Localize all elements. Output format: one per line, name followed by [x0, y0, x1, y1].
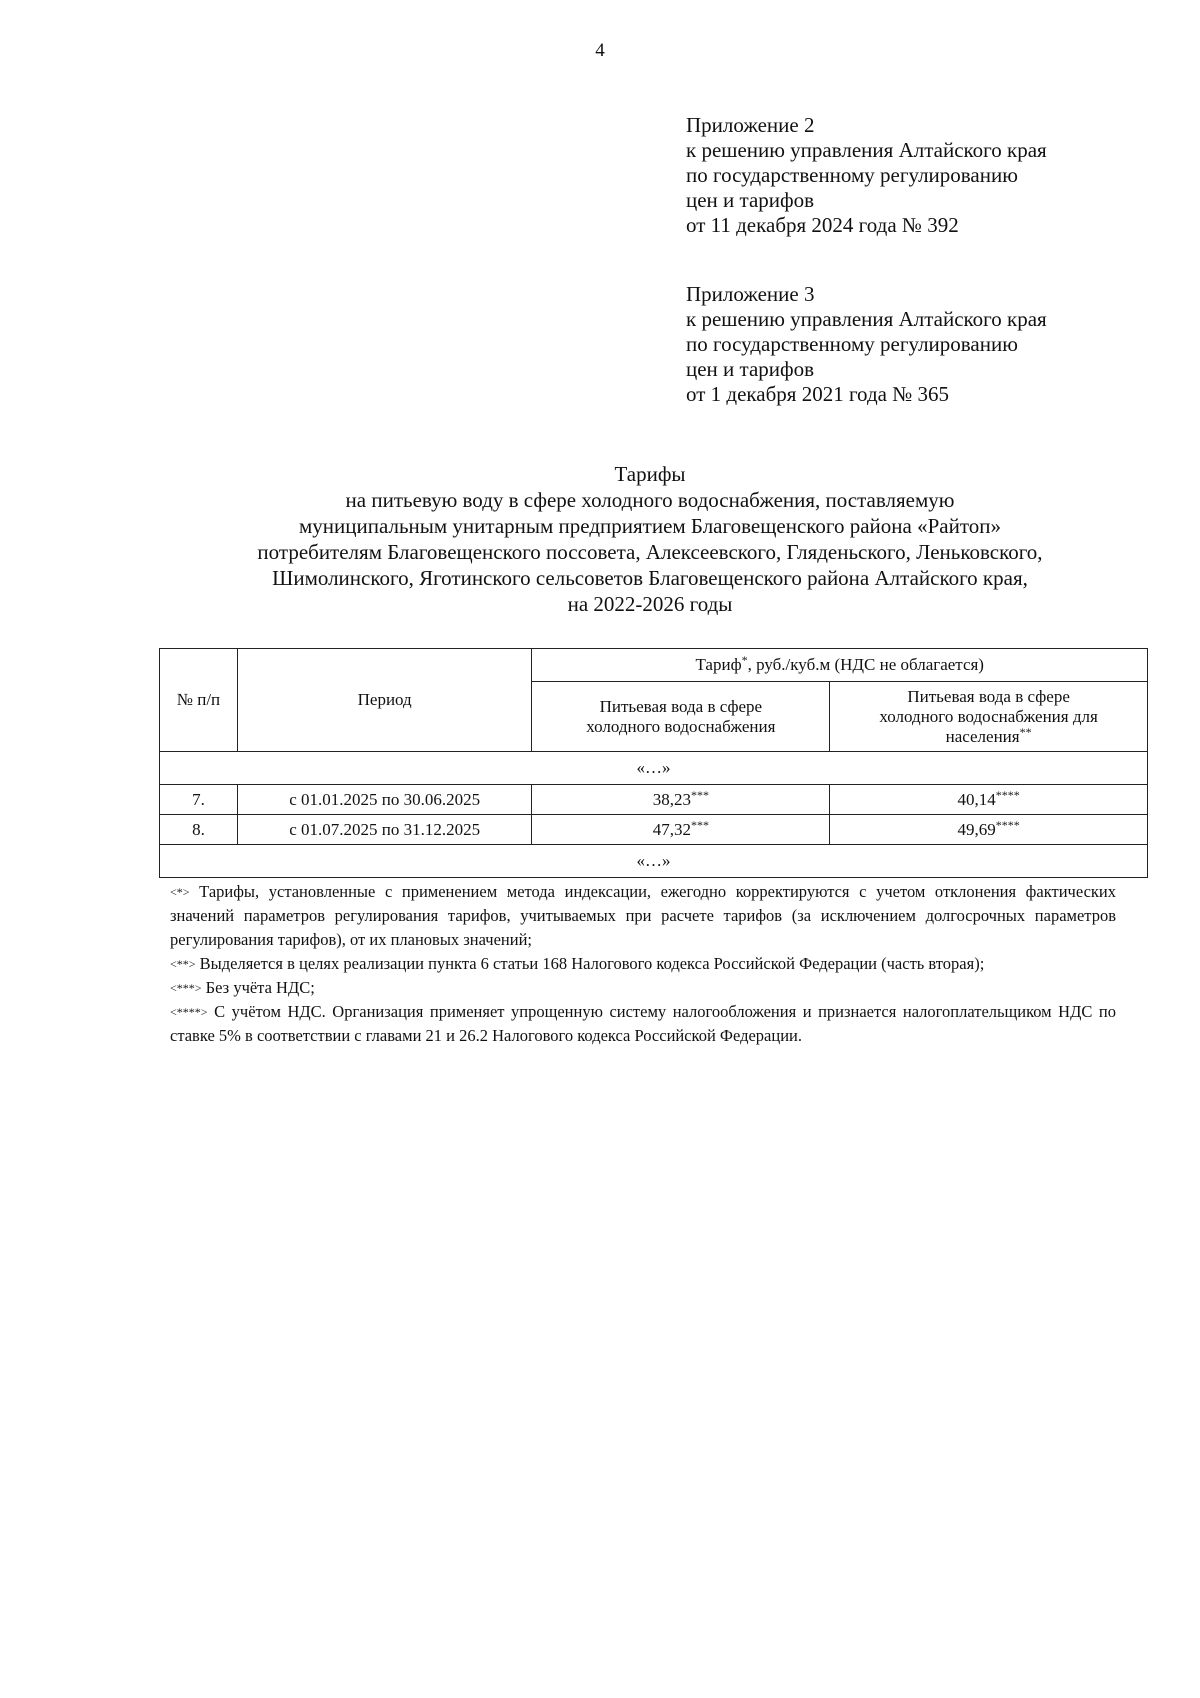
ellipsis-cell: «…» [160, 845, 1148, 878]
header-col-b [830, 682, 1148, 752]
title-line: муниципальным унитарным предприятием Благовещенского района «Райтоп» [299, 514, 1001, 538]
appendix-3-line: от 1 декабря 2021 года № 365 [686, 382, 949, 406]
appendix-2-line: Приложение 2 [686, 113, 815, 137]
row-num: 7. [160, 785, 238, 815]
ellipsis-cell: «…» [160, 752, 1148, 785]
appendix-2-line: от 11 декабря 2024 года № 392 [686, 213, 959, 237]
value-a-mark: *** [690, 817, 709, 832]
value-a-mark: *** [690, 787, 709, 802]
appendix-2-line: к решению управления Алтайского края [686, 138, 1047, 162]
header-col-b-label: Питьевая вода в сфере холодного водоснабжения для населения [879, 686, 1098, 746]
table-header-row [160, 649, 1148, 682]
footnote [170, 880, 1116, 952]
appendix-3-line: Приложение 3 [686, 282, 815, 306]
table-row [160, 785, 1148, 815]
footnote [170, 952, 1116, 976]
row-value-b [830, 785, 1148, 815]
title-line: потребителям Благовещенского поссовета, Алексеевского, Гляденьского, Леньковского, [257, 540, 1043, 564]
appendix-3-line: цен и тарифов [686, 357, 815, 381]
header-period: Период [237, 649, 532, 752]
header-tariff-group [532, 649, 1148, 682]
tariff-table [159, 648, 1148, 878]
page-number: 4 [595, 40, 605, 61]
footnotes [170, 880, 1116, 1048]
header-tariff-mark: * [741, 653, 748, 667]
row-value-a [532, 785, 830, 815]
appendix-3-line: к решению управления Алтайского края [686, 307, 1047, 331]
row-value-a [532, 815, 830, 845]
footnote-mark: <*> [170, 885, 190, 899]
appendix-2-line: по государственному регулированию [686, 163, 1018, 187]
footnote [170, 976, 1116, 1000]
appendix-3-line: по государственному регулированию [686, 332, 1018, 356]
footnote [170, 1000, 1116, 1048]
header-tariff-unit: , руб./куб.м (НДС не облагается) [747, 655, 984, 674]
title-heading: Тарифы [614, 462, 686, 486]
appendix-2-line: цен и тарифов [686, 188, 815, 212]
value-b: 49,69 [957, 819, 996, 839]
header-col-b-mark: ** [1019, 724, 1032, 739]
row-period: с 01.01.2025 по 30.06.2025 [237, 785, 532, 815]
value-a: 47,32 [652, 819, 691, 839]
header-num: № п/п [160, 649, 238, 752]
footnote-text: Тарифы, установленные с применением метода индексации, ежегодно корректируются с учетом отклонения фактических значений параметров регулирования тарифов, учитываемых при расчете тарифов (за исключением долгосрочных параметров регулирования тарифов), от их плановых значений; [170, 882, 1116, 949]
row-period: с 01.07.2025 по 31.12.2025 [237, 815, 532, 845]
appendix-3-header [686, 282, 1047, 407]
header-tariff-label: Тариф [695, 655, 742, 674]
footnote-mark: <***> [170, 981, 202, 995]
header-col-a: Питьевая вода в сфере холодного водоснабжения [532, 682, 830, 752]
appendix-2-header [686, 113, 1047, 238]
row-value-b [830, 815, 1148, 845]
document-title [150, 461, 1150, 617]
table-row [160, 815, 1148, 845]
table-ellipsis-row [160, 752, 1148, 785]
footnote-text: С учётом НДС. Организация применяет упрощенную систему налогообложения и признается налогоплательщиком НДС по ставке 5% в соответствии с главами 21 и 26.2 Налогового кодекса Российской Федерации. [170, 1002, 1116, 1045]
value-a: 38,23 [652, 789, 691, 809]
table-ellipsis-row [160, 845, 1148, 878]
footnote-mark: <**> [170, 957, 196, 971]
title-line: Шимолинского, Яготинского сельсоветов Благовещенского района Алтайского края, [272, 566, 1028, 590]
row-num: 8. [160, 815, 238, 845]
title-line: на питьевую воду в сфере холодного водоснабжения, поставляемую [345, 488, 955, 512]
footnote-mark: <****> [170, 1005, 208, 1019]
value-b: 40,14 [957, 789, 996, 809]
title-line: на 2022-2026 годы [567, 592, 733, 616]
footnote-text: Выделяется в целях реализации пункта 6 статьи 168 Налогового кодекса Российской Федерации (часть вторая); [195, 954, 985, 973]
value-b-mark: **** [995, 817, 1020, 832]
value-b-mark: **** [995, 787, 1020, 802]
footnote-text: Без учёта НДС; [201, 978, 315, 997]
